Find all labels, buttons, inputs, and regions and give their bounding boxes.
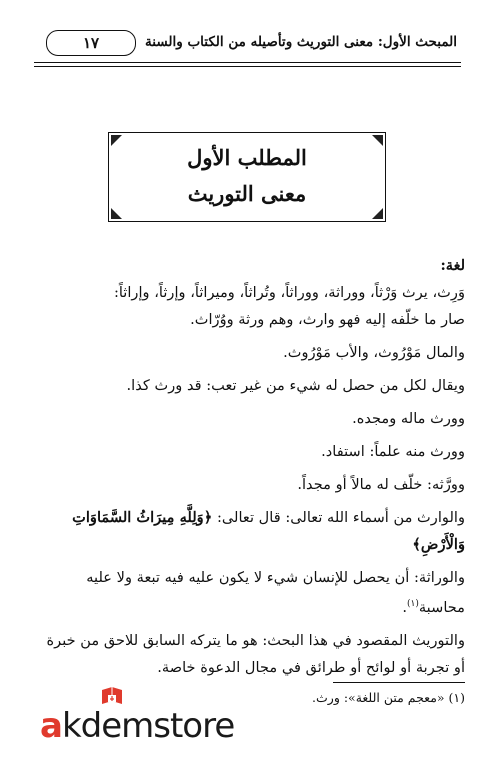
paragraph: وورث منه علماً: استفاد. — [321, 443, 465, 460]
quran-verse: ﴿وَلِلَّهِ مِيرَاثُ السَّمَاوَاتِ وَالْأَرْضِ﴾ — [72, 509, 465, 553]
page-number-box — [46, 30, 136, 56]
running-title: المبحث الأول: معنى التوريث وتأصيله من الكتاب والسنة — [145, 34, 457, 50]
corner-ornament — [111, 208, 122, 219]
section-heading: المطلب الأول — [187, 145, 307, 170]
corner-ornament — [372, 208, 383, 219]
paragraph: والمال مَوْرُوث، والأب مَوْرُوث. — [283, 344, 465, 361]
store-logo-icon — [100, 686, 124, 706]
akdemstore-watermark — [40, 686, 235, 748]
brand-wordmark — [40, 708, 234, 744]
page-number: ١٧ — [82, 34, 100, 52]
footnote-ref: (١) — [406, 599, 419, 609]
paragraph: وَرِث، يرث وَرْثاً، ووراثة، ووراثاً، وتُراثاً، وميراثاً، وإرثاً، وإراثاً: — [113, 284, 465, 301]
brand-initial: a — [40, 706, 62, 746]
paragraph-with-footnote: والوراثة: أن يحصل للإنسان شيء لا يكون عليه فيه تبعة ولا عليه محاسبة$^{(١)}$. — [86, 569, 465, 616]
lugha-label: لغة: — [440, 257, 465, 274]
brand-rest: kdemstore — [61, 706, 235, 746]
section-subheading: معنى التوريث — [187, 181, 307, 206]
footnote: (١) «معجم متن اللغة»: ورث. — [312, 690, 465, 705]
paragraph-text: والوارث من أسماء الله تعالى: قال تعالى: — [216, 509, 465, 526]
footnote-rule — [333, 682, 465, 683]
paragraph: وورَّثه: خلّف له مالاً أو مجداً. — [297, 476, 465, 493]
paragraph-quran-citation — [32, 504, 465, 558]
paragraph-text: والوراثة: أن يحصل للإنسان شيء لا يكون عليه فيه تبعة ولا عليه محاسبة — [86, 569, 465, 616]
header-rule — [34, 62, 461, 63]
header-rule-thin — [34, 66, 461, 67]
paragraph: صار ما خلّفه إليه فهو وارث، وهم ورثة ووُرّاث. — [190, 311, 465, 328]
body-text — [32, 252, 465, 681]
section-title-box — [108, 132, 386, 222]
paragraph: والتوريث المقصود في هذا البحث: هو ما يتركه السابق للاحق من خبرة أو تجربة أو لوائح أو طرائق في مجال الدعوة خاصة. — [46, 631, 465, 676]
paragraph: ويقال لكل من حصل له شيء من غير تعب: قد ورث كذا. — [126, 377, 465, 394]
paragraph: وورث ماله ومجده. — [352, 410, 465, 427]
running-header — [28, 30, 467, 66]
